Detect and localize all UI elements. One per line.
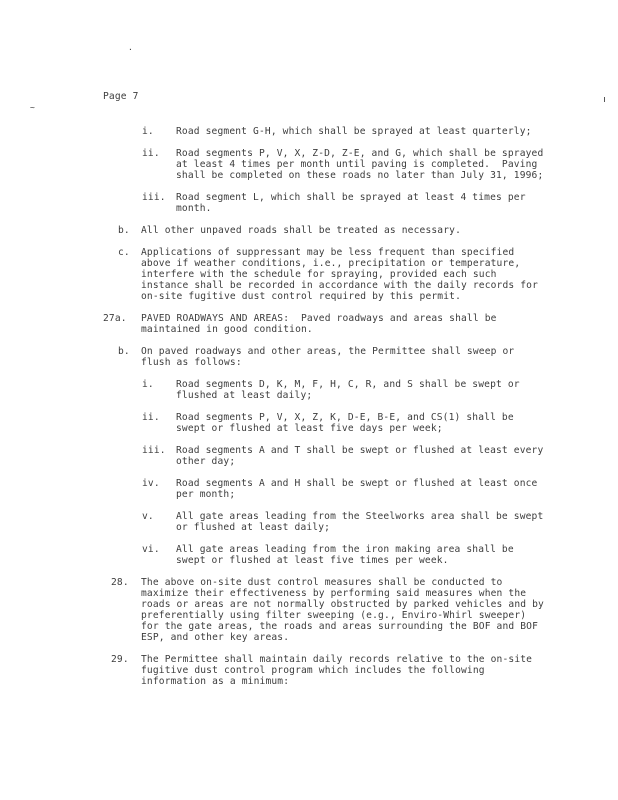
scan-speck: ~ xyxy=(30,103,35,112)
item-line: other day; xyxy=(176,456,236,467)
item-line: above if weather conditions, i.e., precipitation or temperature, xyxy=(141,258,521,269)
item-line: or flushed at least daily; xyxy=(176,522,331,533)
item-label: ii. xyxy=(142,412,160,423)
item-line: swept or flushed at least five days per week; xyxy=(176,423,443,434)
item-line: Road segments A and T shall be swept or flushed at least every xyxy=(176,445,544,456)
item-line: maintained in good condition. xyxy=(141,324,313,335)
item-line: for the gate areas, the roads and areas surrounding the BOF and BOF xyxy=(141,621,539,632)
item-line: flushed at least daily; xyxy=(176,390,313,401)
item-line: per month; xyxy=(176,489,236,500)
item-label: i. xyxy=(142,379,154,390)
item-label: iv. xyxy=(142,478,160,489)
item-line: Road segments P, V, X, Z-D, Z-E, and G, which shall be sprayed xyxy=(176,148,544,159)
item-line: on-site fugitive dust control required by this permit. xyxy=(141,291,461,302)
item-line: shall be completed on these roads no later than July 31, 1996; xyxy=(176,170,544,181)
item-label: 29. xyxy=(111,654,129,665)
item-label: i. xyxy=(142,126,154,137)
item-line: fugitive dust control program which includes the following xyxy=(141,665,485,676)
item-line: roads or areas are not normally obstructed by parked vehicles and by xyxy=(141,599,544,610)
item-line: ESP, and other key areas. xyxy=(141,632,290,643)
item-line: PAVED ROADWAYS AND AREAS: Paved roadways and areas shall be xyxy=(141,313,497,324)
item-line: Road segment G-H, which shall be sprayed at least quarterly; xyxy=(176,126,532,137)
item-label: b. xyxy=(118,225,130,236)
item-line: The Permittee shall maintain daily records relative to the on-site xyxy=(141,654,533,665)
item-line: at least 4 times per month until paving is completed. Paving xyxy=(176,159,538,170)
item-line: Road segments A and H shall be swept or flushed at least once xyxy=(176,478,538,489)
page-edge-mark xyxy=(604,97,605,102)
item-line: Applications of suppressant may be less frequent than specified xyxy=(141,247,515,258)
item-label: v. xyxy=(142,511,154,522)
item-line: preferentially using filter sweeping (e.g., Enviro-Whirl sweeper) xyxy=(141,610,527,621)
item-label: ii. xyxy=(142,148,160,159)
item-label: 28. xyxy=(111,577,129,588)
item-line: Road segment L, which shall be sprayed at least 4 times per xyxy=(176,192,526,203)
item-label: 27a. xyxy=(103,313,127,324)
item-line: interfere with the schedule for spraying, provided each such xyxy=(141,269,497,280)
item-line: Road segments P, V, X, Z, K, D-E, B-E, and CS(1) shall be xyxy=(176,412,514,423)
item-line: All other unpaved roads shall be treated as necessary. xyxy=(141,225,461,236)
item-label: iii. xyxy=(142,192,166,203)
item-line: month. xyxy=(176,203,212,214)
item-line: swept or flushed at least five times per week. xyxy=(176,555,449,566)
scan-speck: . xyxy=(128,43,133,52)
item-label: c. xyxy=(118,247,130,258)
item-label: iii. xyxy=(142,445,166,456)
item-line: Road segments D, K, M, F, H, C, R, and S shall be swept or xyxy=(176,379,520,390)
item-line: On paved roadways and other areas, the Permittee shall sweep or xyxy=(141,346,515,357)
item-line: information as a minimum: xyxy=(141,676,290,687)
item-line: flush as follows: xyxy=(141,357,242,368)
item-label: b. xyxy=(118,346,130,357)
item-line: All gate areas leading from the iron making area shall be xyxy=(176,544,514,555)
item-label: vi. xyxy=(142,544,160,555)
item-line: All gate areas leading from the Steelworks area shall be swept xyxy=(176,511,544,522)
item-line: The above on-site dust control measures shall be conducted to xyxy=(141,577,503,588)
item-line: instance shall be recorded in accordance with the daily records for xyxy=(141,280,539,291)
item-line: maximize their effectiveness by performing said measures when the xyxy=(141,588,527,599)
page-number: Page 7 xyxy=(103,91,139,102)
